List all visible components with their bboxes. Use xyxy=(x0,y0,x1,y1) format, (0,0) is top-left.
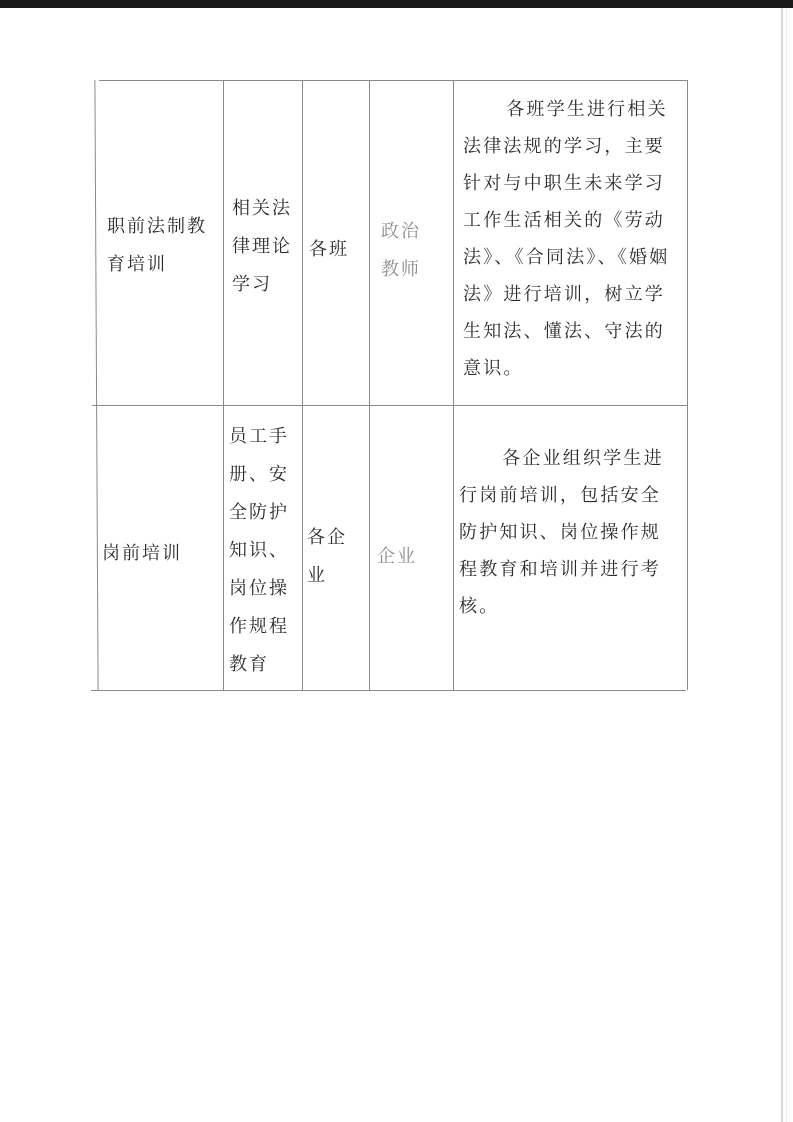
row2-project: 岗前培训 xyxy=(102,543,182,564)
scan-right-edge-inner xyxy=(786,8,787,1122)
scan-top-edge xyxy=(0,0,793,8)
row2-content: 员工手册、安全防护知识、岗位操作规程教育 xyxy=(229,426,289,675)
row1-responsible: 政治教师 xyxy=(381,221,421,280)
row2-target: 各企业 xyxy=(307,527,347,586)
table-col-divider-2 xyxy=(302,80,303,690)
table-row-divider xyxy=(92,405,688,406)
table-border-left xyxy=(94,80,98,690)
table-col-divider-4 xyxy=(453,80,454,690)
row1-project: 职前法制教育培训 xyxy=(107,216,207,275)
row1-target: 各班 xyxy=(309,239,349,260)
table-border-right xyxy=(687,80,688,690)
row1-description: 各班学生进行相关法律法规的学习，主要针对与中职生未来学习工作生活相关的《劳动法》、《合同法》、《婚姻法》进行培训，树立学生知法、懂法、守法的意识。 xyxy=(463,99,670,379)
scan-right-edge xyxy=(781,8,783,1122)
row1-content: 相关法律理论学习 xyxy=(232,198,292,295)
row2-description: 各企业组织学生进行岗前培训，包括安全防护知识、岗位操作规程教育和培训并进行考核。 xyxy=(459,448,664,617)
row2-responsible: 企业 xyxy=(377,546,417,567)
table-col-divider-3 xyxy=(369,80,370,690)
table-col-divider-1 xyxy=(223,80,224,690)
table-border-top xyxy=(99,80,688,81)
table-border-bottom xyxy=(91,690,686,691)
